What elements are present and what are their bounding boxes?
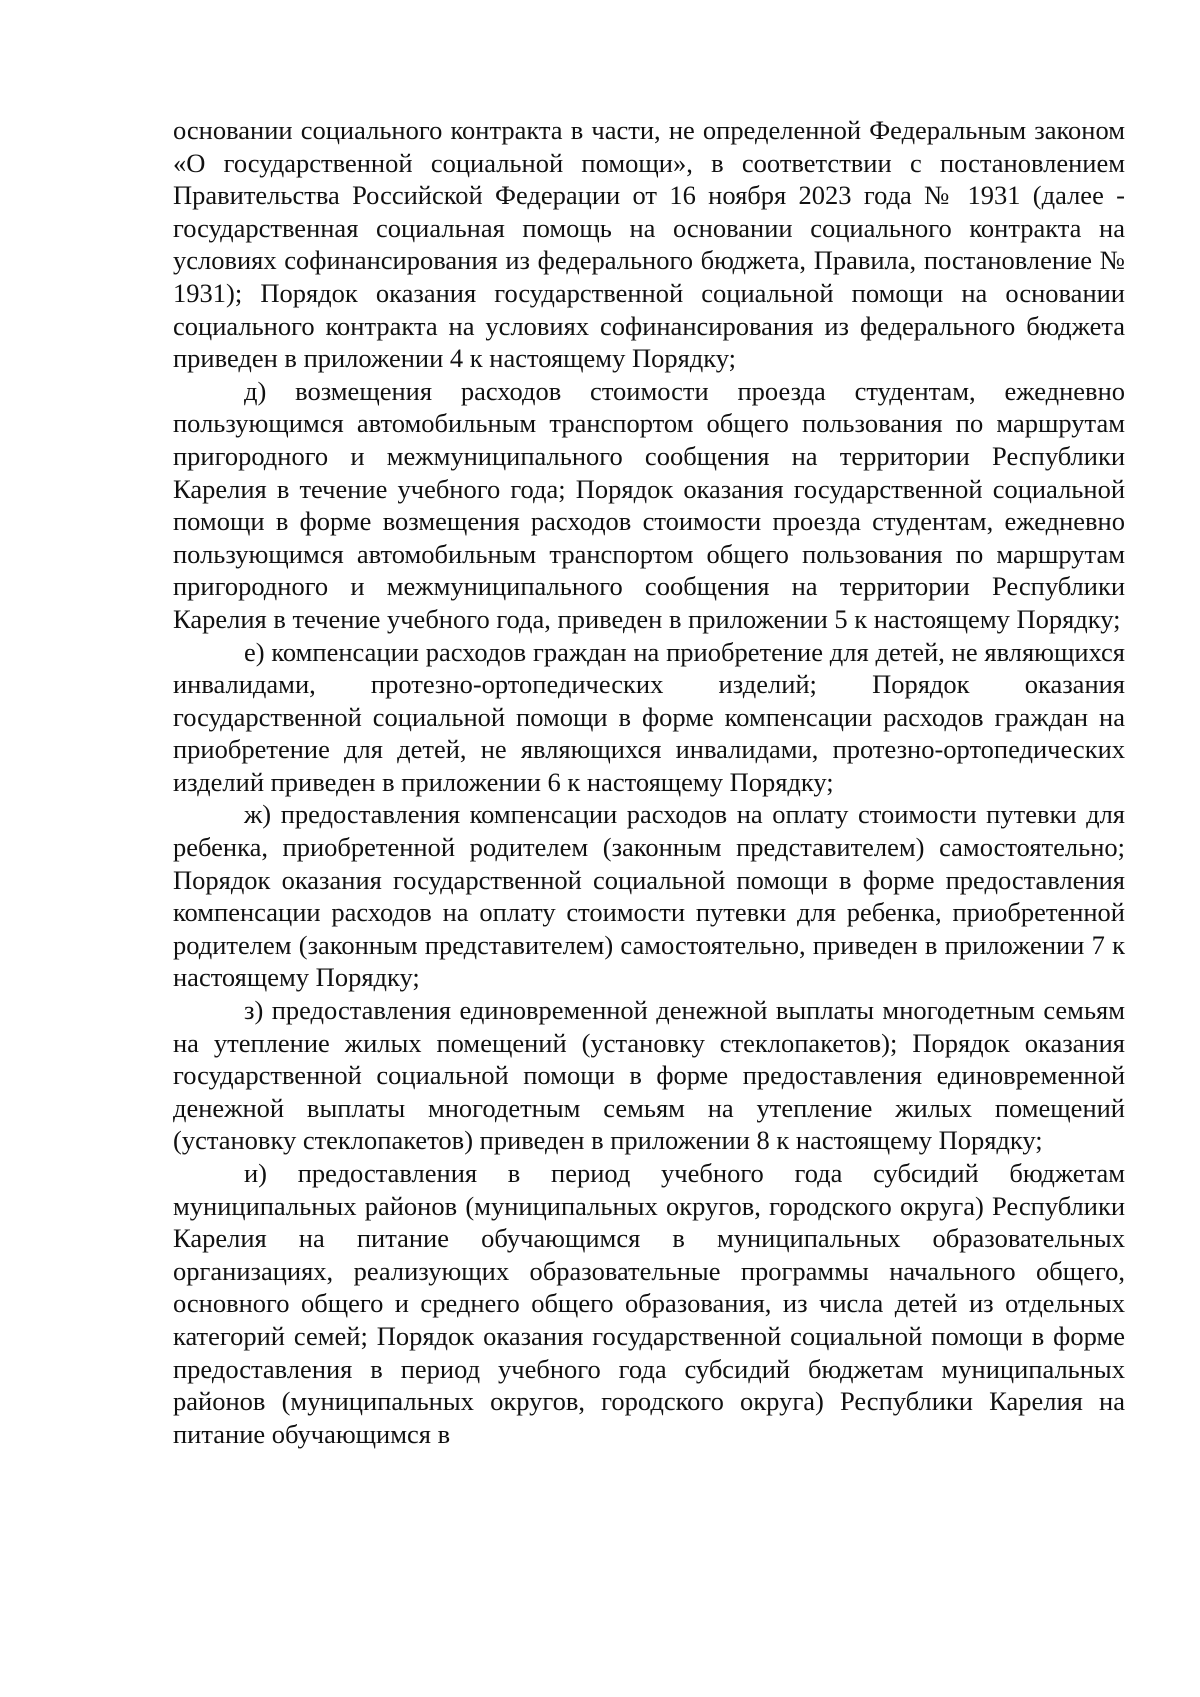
paragraph-continuation: основании социального контракта в части, не определенной Федеральным законом «О государственной социальной помощи», в соответствии с постановлением Правительства Российской Федерации от 16 ноября 2023 года № 1931 (далее - государственная социальная помощь на основании социального контракта на условиях софинансирования из федерального бюджета, Правила, постановление № 1931); Порядок оказания государственной социальной помощи на основании социального контракта на условиях софинансирования из федерального бюджета приведен в приложении 4 к настоящему Порядку; — [173, 115, 1125, 374]
paragraph-item-zh: ж) предоставления компенсации расходов на оплату стоимости путевки для ребенка, приобретенной родителем (законным представителем) самостоятельно; Порядок оказания государственной социальной помощи в форме предоставления компенсации расходов на оплату стоимости путевки для ребенка, приобретенной родителем (законным представителем) самостоятельно, приведен в приложении 7 к настоящему Порядку; — [173, 799, 1125, 993]
paragraph-item-d: д) возмещения расходов стоимости проезда студентам, ежедневно пользующимся автомобильным транспортом общего пользования по маршрутам пригородного и межмуниципального сообщения на территории Республики Карелия в течение учебного года; Порядок оказания государственной социальной помощи в форме возмещения расходов стоимости проезда студентам, ежедневно пользующимся автомобильным транспортом общего пользования по маршрутам пригородного и межмуниципального сообщения на территории Республики Карелия в течение учебного года, приведен в приложении 5 к настоящему Порядку; — [173, 375, 1125, 634]
paragraph-item-z: з) предоставления единовременной денежной выплаты многодетным семьям на утепление жилых помещений (установку стеклопакетов); Порядок оказания государственной социальной помощи в форме предоставления единовременной денежной выплаты многодетным семьям на утепление жилых помещений (установку стеклопакетов) приведен в приложении 8 к настоящему Порядку; — [173, 995, 1125, 1156]
paragraph-item-i: и) предоставления в период учебного года субсидий бюджетам муниципальных районов (муниципальных округов, городского округа) Республики Карелия на питание обучающимся в муниципальных образовательных организациях, реализующих образовательные программы начального общего, основного общего и среднего общего образования, из числа детей из отдельных категорий семей; Порядок оказания государственной социальной помощи в форме предоставления в период учебного года субсидий бюджетам муниципальных районов (муниципальных округов, городского округа) Республики Карелия на питание обучающимся в — [173, 1158, 1125, 1449]
document-body — [173, 114, 1125, 1450]
paragraph-item-e: е) компенсации расходов граждан на приобретение для детей, не являющихся инвалидами, протезно-ортопедических изделий; Порядок оказания государственной социальной помощи в форме компенсации расходов граждан на приобретение для детей, не являющихся инвалидами, протезно-ортопедических изделий приведен в приложении 6 к настоящему Порядку; — [173, 636, 1125, 797]
